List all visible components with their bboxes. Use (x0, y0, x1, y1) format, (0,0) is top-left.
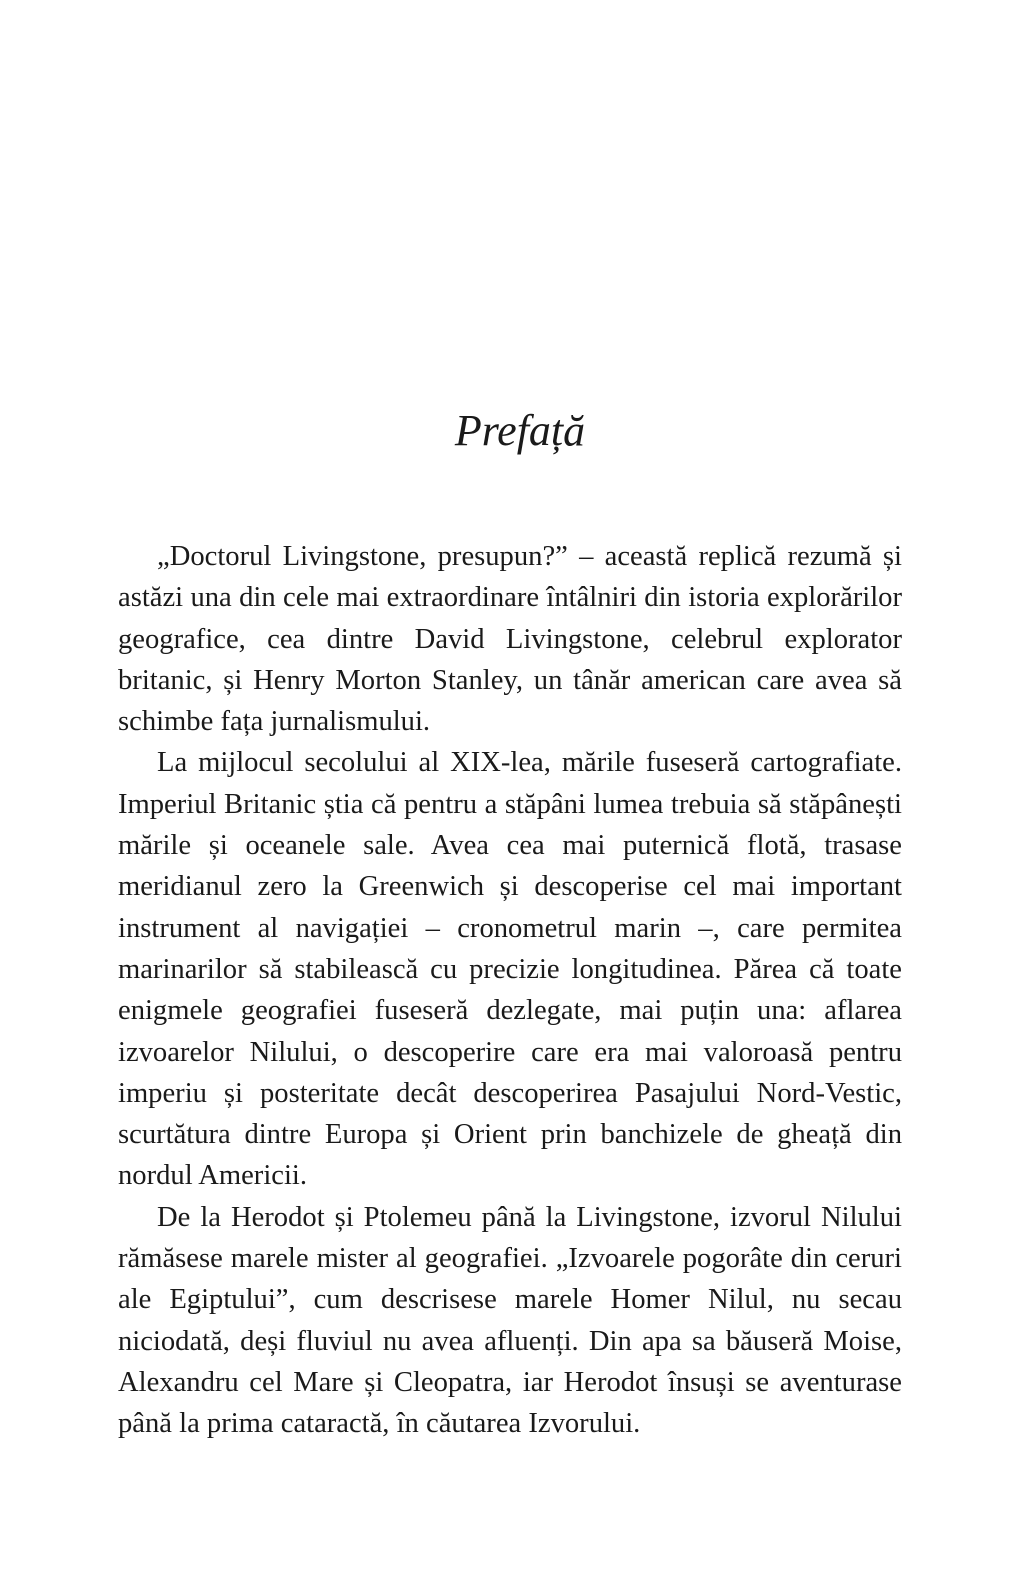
paragraph-1: „Doctorul Livingstone, presupun?” – această replică rezumă și astăzi una din cele mai extraordinare întâlniri din istoria explorărilor geografice, cea dintre David Livingstone, celebrul explorator britanic, și Henry Morton Stanley, un tânăr american care avea să schimbe fața jurnalismului. (118, 541, 902, 738)
body-text (118, 536, 902, 1445)
paragraph-2: La mijlocul secolului al XIX-lea, mările fuseseră cartografiate. Imperiul Britanic știa că pentru a stăpâni lumea trebuia să stăpânești mările și oceanele sale. Avea cea mai puternică flotă, trasase meridianul zero la Greenwich și descoperise cel mai important instrument al navigației – cronometrul marin –, care permitea marinarilor să stabilească cu precizie longitudinea. Părea că toate enigmele geografiei fuseseră dezlegate, mai puțin una: aflarea izvoarelor Nilului, o descoperire care era mai valoroasă pentru imperiu și posteritate decât descoperirea Pasajului Nord-Vestic, scurtătura dintre Europa și Orient prin banchizele de gheață din nordul Americii. (118, 747, 902, 1192)
chapter-title: Prefață (454, 406, 586, 455)
paragraph-3: De la Herodot și Ptolemeu până la Livingstone, izvorul Nilului rămăsese marele mister al geografiei. „Izvoarele pogorâte din ceruri ale Egiptului”, cum descrisese marele Homer Nilul, nu secau niciodată, deși fluviul nu avea afluenți. Din apa sa băuseră Moise, Alexandru cel Mare și Cleopatra, iar Herodot însuși se aventurase până la prima cataractă, în căutarea Izvorului. (118, 1201, 902, 1440)
